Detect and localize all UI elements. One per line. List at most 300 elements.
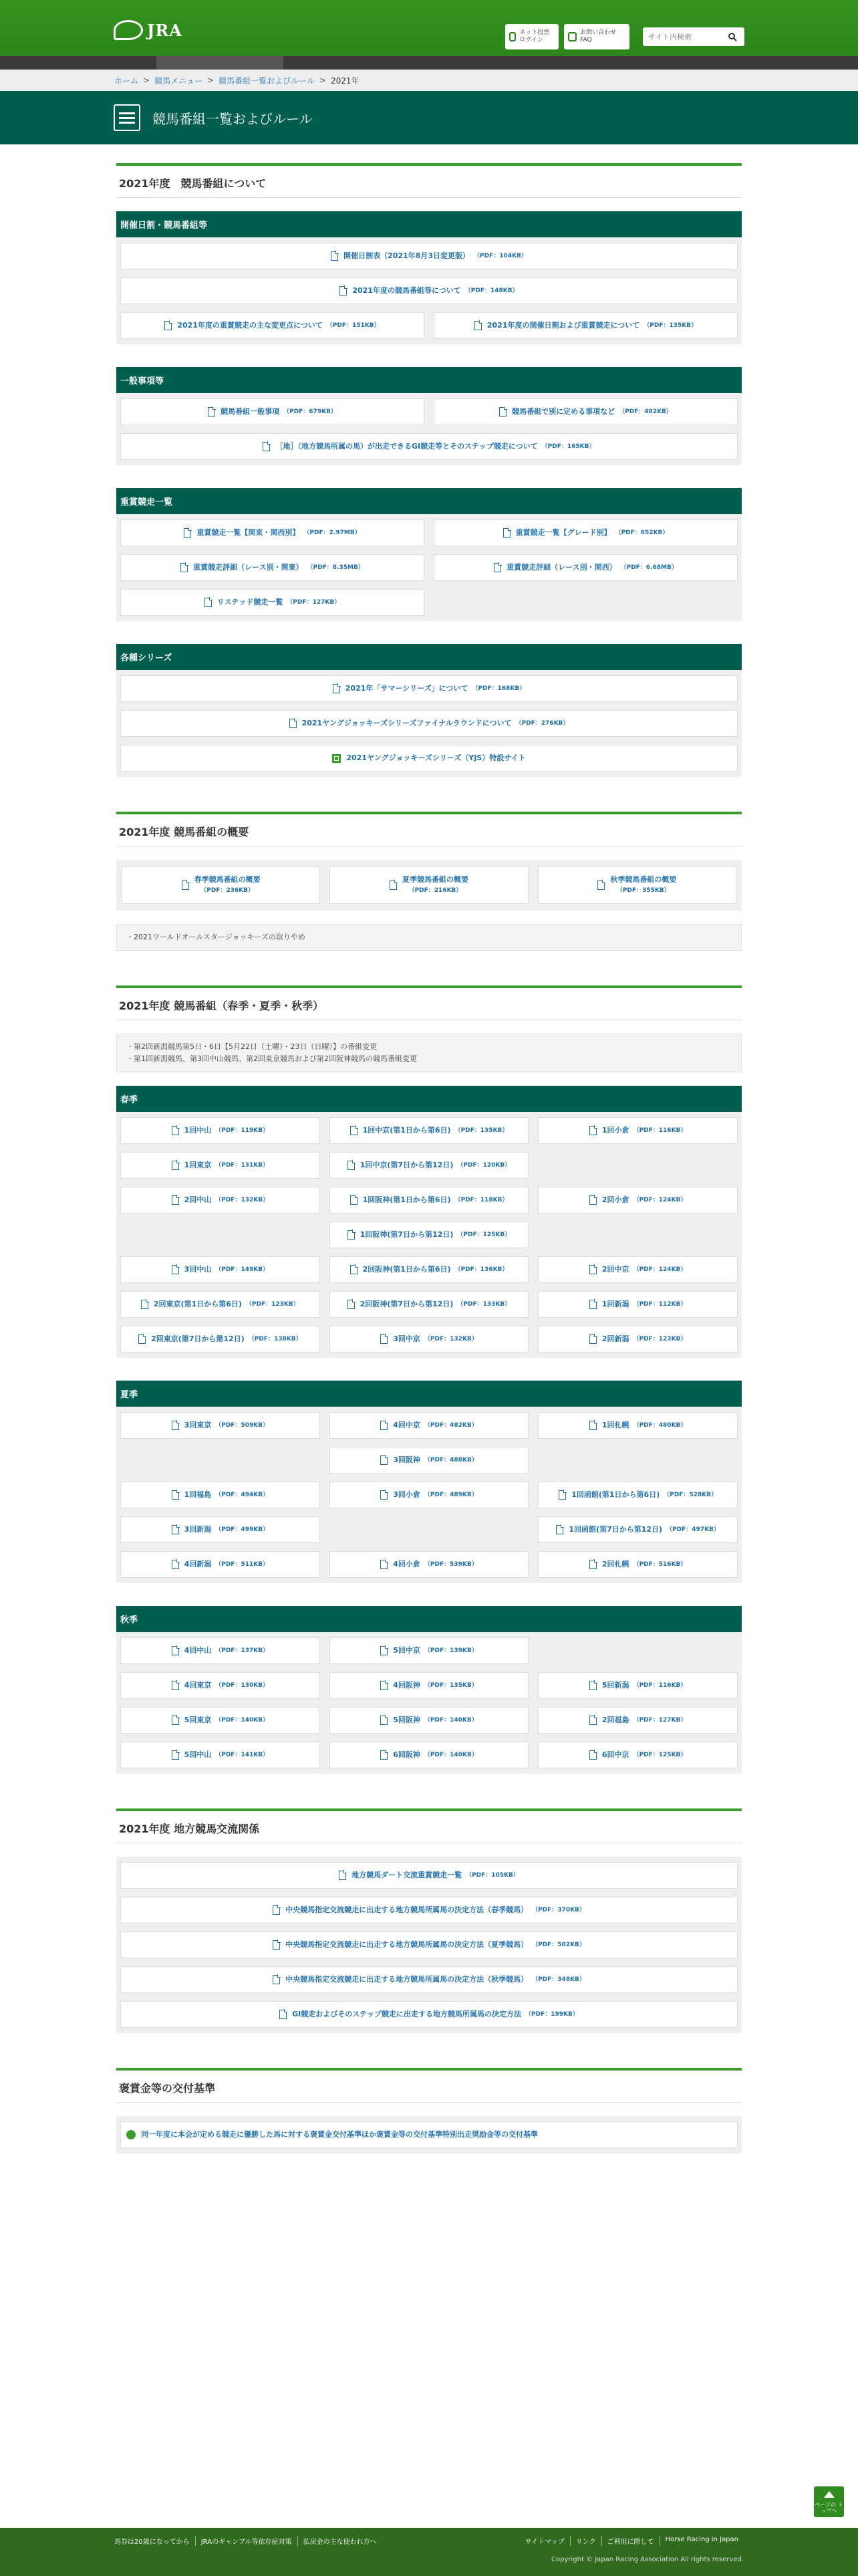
link-label: 春季競馬番組の概要	[194, 875, 261, 884]
pdf-link[interactable]	[329, 1117, 529, 1144]
breadcrumb-keiba-menu[interactable]: 競馬メニュー	[154, 76, 203, 86]
file-size: （PDF：105KB）	[466, 1872, 519, 1879]
link-row	[120, 1637, 738, 1664]
login-button[interactable]: ネット投票 ログイン	[505, 24, 559, 49]
pdf-icon	[503, 528, 511, 538]
link-label: 2回阪神(第1日から第6日)	[362, 1265, 451, 1274]
pdf-icon	[347, 1300, 355, 1309]
footer-link[interactable]: 馬券は20歳になってから	[114, 2536, 196, 2546]
link-row	[120, 675, 738, 702]
footer-link[interactable]: Horse Racing in Japan	[665, 2536, 738, 2543]
link-label: 2回中山	[184, 1195, 212, 1204]
overview-grid	[116, 860, 742, 911]
link-row	[120, 1187, 738, 1213]
pdf-icon	[172, 1750, 179, 1760]
link-box	[116, 237, 742, 344]
overview-text	[610, 874, 676, 896]
file-size: （PDF：131KB）	[215, 1162, 269, 1169]
link-label: 2回福島	[601, 1716, 629, 1724]
pdf-link[interactable]	[329, 1291, 529, 1318]
file-size: （PDF：652KB）	[615, 530, 669, 536]
pdf-icon	[589, 1421, 597, 1430]
global-nav	[0, 56, 858, 70]
category-bar: 一般事項等	[116, 367, 742, 393]
link-row	[120, 1707, 738, 1734]
link-label: 重賞競走評細（レース別・関東）	[193, 563, 303, 572]
file-size: （PDF：148KB）	[464, 287, 519, 294]
pdf-icon	[204, 598, 212, 607]
overview-link[interactable]	[329, 866, 528, 904]
link-label: 2回阪神(第7日から第12日)	[360, 1300, 454, 1308]
link-row	[120, 1482, 738, 1508]
search-icon[interactable]	[723, 27, 742, 46]
pdf-link[interactable]	[329, 1221, 529, 1248]
pdf-link[interactable]	[329, 1187, 529, 1213]
overview-link[interactable]	[538, 866, 736, 904]
link-label: 1回中京(第1日から第6日)	[362, 1126, 451, 1135]
link-label: ［地］（地方競馬所属の馬）が出走できるGI競走等とそのステップ競走について	[275, 442, 538, 451]
file-size: （PDF：165KB）	[541, 443, 595, 450]
pdf-icon	[380, 1750, 388, 1760]
file-size: （PDF：116KB）	[633, 1682, 687, 1689]
pdf-icon	[339, 286, 347, 296]
empty-cell	[538, 1221, 738, 1248]
file-size: （PDF：370KB）	[532, 1907, 585, 1913]
file-size: （PDF：132KB）	[215, 1197, 269, 1203]
file-size: （PDF：124KB）	[633, 1197, 687, 1203]
footer-link[interactable]: リンク	[571, 2536, 602, 2546]
category-bar: 秋季	[116, 1606, 742, 1632]
breadcrumb: ホーム > 競馬メニュー > 競馬番組一覧およびルール > 2021年	[0, 70, 858, 91]
footer-link[interactable]: JRAのギャンブル等依存症対策	[196, 2536, 298, 2546]
pdf-icon	[589, 1750, 597, 1760]
pdf-link[interactable]	[538, 1482, 738, 1508]
file-size: （PDF：489KB）	[424, 1492, 478, 1498]
link-label: 競馬番組で別に定める事項など	[512, 407, 615, 416]
pdf-icon	[172, 1560, 179, 1569]
file-size: （PDF：348KB）	[532, 1976, 585, 1983]
pdf-link[interactable]	[434, 519, 738, 546]
pdf-icon	[380, 1716, 388, 1725]
jra-logo[interactable]	[114, 20, 182, 40]
link-row	[120, 277, 738, 304]
file-size: （PDF：137KB）	[215, 1647, 269, 1654]
link-label: 2021ヤングジョッキーズシリーズファイナルラウンドについて	[301, 719, 512, 727]
pdf-link[interactable]	[120, 1326, 320, 1353]
copyright: Copyright © Japan Racing Association All rights reserved.	[551, 2556, 744, 2563]
empty-cell	[538, 1152, 738, 1179]
pdf-icon	[172, 1525, 179, 1534]
pdf-icon	[208, 407, 215, 417]
pdf-icon	[589, 1560, 597, 1569]
link-row	[120, 519, 738, 546]
file-size: （PDF：516KB）	[633, 1561, 687, 1568]
file-size: （PDF：488KB）	[424, 1457, 478, 1463]
empty-cell	[538, 1447, 738, 1474]
site-search	[643, 27, 744, 46]
page-title: 競馬番組一覧およびルール	[152, 110, 313, 127]
pdf-icon	[172, 1126, 179, 1135]
file-size: （PDF：679KB）	[283, 408, 337, 415]
site-header	[0, 0, 858, 56]
pdf-link[interactable]	[538, 1117, 738, 1144]
pdf-link[interactable]	[120, 1291, 320, 1318]
pdf-icon	[589, 1265, 597, 1274]
pdf-icon	[172, 1161, 179, 1170]
pdf-icon	[333, 684, 340, 693]
category-bar: 春季	[116, 1086, 742, 1112]
link-row	[120, 1152, 738, 1179]
file-size: （PDF：133KB）	[457, 1301, 511, 1308]
link-label: 中央競馬指定交流競走に出走する地方競馬所属馬の決定方法（夏季競馬）	[285, 1940, 529, 1949]
pdf-icon	[172, 1646, 179, 1655]
pdf-icon	[273, 1975, 280, 1984]
pdf-link[interactable]	[120, 589, 424, 616]
link-box	[116, 1857, 742, 2033]
pdf-link[interactable]	[329, 1447, 529, 1474]
file-size: （PDF：135KB）	[454, 1127, 509, 1134]
footer-link[interactable]: ご利用に際して	[602, 2536, 660, 2546]
breadcrumb-program-list[interactable]: 競馬番組一覧およびルール	[219, 76, 315, 86]
pdf-link[interactable]	[329, 1637, 529, 1664]
link-label: 1回札幌	[601, 1421, 629, 1429]
link-row	[120, 433, 738, 460]
link-label: 4回小倉	[393, 1560, 420, 1568]
pdf-link[interactable]	[120, 1187, 320, 1213]
link-label: 4回東京	[184, 1681, 212, 1689]
pdf-icon	[380, 1646, 388, 1655]
link-row	[120, 554, 738, 581]
prize-link[interactable]	[120, 2121, 738, 2148]
pdf-link[interactable]	[434, 554, 738, 581]
file-size: （PDF：149KB）	[215, 1266, 269, 1273]
link-label: 4回新潟	[184, 1560, 212, 1568]
link-label: 3回東京	[184, 1421, 212, 1429]
pdf-link[interactable]	[329, 1152, 529, 1179]
file-size: （PDF：118KB）	[454, 1197, 509, 1203]
file-size: （PDF：482KB）	[619, 408, 672, 415]
link-row	[120, 243, 738, 269]
section-prize	[116, 2068, 742, 2153]
breadcrumb-current: 2021年	[330, 76, 360, 86]
file-size: （PDF：123KB）	[245, 1301, 299, 1308]
pdf-icon	[172, 1681, 179, 1690]
file-size: （PDF：6.68MB）	[620, 564, 678, 571]
link-row	[120, 1326, 738, 1353]
empty-cell	[434, 589, 738, 616]
link-label: 2021ヤングジョッキーズシリーズ（YJS）特設サイト	[346, 753, 526, 762]
link-label: 5回中京	[393, 1646, 420, 1655]
question-icon	[568, 32, 577, 41]
pdf-link[interactable]	[120, 1637, 320, 1664]
category-bar: 夏季	[116, 1381, 742, 1407]
pdf-link[interactable]	[120, 1117, 320, 1144]
pdf-icon	[380, 1455, 388, 1465]
overview-text	[194, 874, 261, 896]
link-label: 1回函館(第7日から第12日)	[569, 1525, 663, 1534]
pdf-icon	[350, 1265, 358, 1274]
pdf-link[interactable]	[538, 1551, 738, 1578]
horse-logo-icon	[114, 20, 143, 40]
link-label: 3回阪神	[393, 1455, 420, 1464]
file-size: （PDF：355KB）	[616, 887, 670, 894]
section-heading: 2021年度 競馬番組の概要	[116, 812, 742, 846]
link-row	[120, 745, 738, 772]
link-label: 1回函館(第1日から第6日)	[571, 1490, 660, 1499]
pdf-link[interactable]	[120, 312, 424, 339]
pdf-icon	[331, 251, 338, 261]
file-size: （PDF：539KB）	[424, 1561, 478, 1568]
link-label: 4回中山	[184, 1646, 212, 1655]
pdf-icon	[559, 1490, 566, 1500]
pdf-link[interactable]	[538, 1291, 738, 1318]
file-size: （PDF：482KB）	[424, 1422, 478, 1429]
pdf-icon	[350, 1195, 358, 1205]
pdf-link[interactable]	[120, 710, 738, 737]
pdf-icon	[499, 407, 507, 417]
pdf-icon	[172, 1421, 179, 1430]
pdf-link[interactable]	[120, 519, 424, 546]
pdf-icon	[380, 1681, 388, 1690]
empty-cell	[329, 1516, 529, 1543]
pdf-icon	[172, 1265, 179, 1274]
pdf-icon	[350, 1126, 358, 1135]
file-size: （PDF：125KB）	[457, 1232, 511, 1238]
pdf-link[interactable]	[538, 1672, 738, 1699]
pdf-link[interactable]	[120, 1551, 320, 1578]
link-row	[120, 1551, 738, 1578]
pdf-link[interactable]	[538, 1326, 738, 1353]
pdf-link[interactable]	[329, 1256, 529, 1283]
external-link-icon	[332, 754, 341, 763]
pdf-link[interactable]	[120, 1931, 738, 1958]
link-row	[120, 1291, 738, 1318]
pdf-icon	[180, 563, 188, 572]
file-size: （PDF：8.35MB）	[307, 564, 364, 571]
pdf-icon	[474, 321, 482, 330]
section-heading: 2021年度 競馬番組（春季・夏季・秋季）	[116, 985, 742, 1020]
pdf-icon	[380, 1560, 388, 1569]
link-label: 2021年「サマーシリーズ」について	[345, 684, 468, 693]
link-label: 3回中山	[184, 1265, 212, 1274]
pdf-link[interactable]	[120, 243, 738, 269]
pdf-icon	[347, 1161, 355, 1170]
pdf-icon	[347, 1230, 355, 1240]
pdf-link[interactable]	[329, 1672, 529, 1699]
notice-item: ・ 2021ワールドオールスタージョッキーズの取りやめ	[126, 931, 732, 943]
link-box	[116, 1407, 742, 1583]
footer-link[interactable]: 払戻金の主な使われ方へ	[303, 2539, 377, 2546]
pdf-link[interactable]	[538, 1742, 738, 1768]
section-overview	[116, 812, 742, 951]
link-label: 3回小倉	[393, 1490, 420, 1499]
pdf-link[interactable]	[538, 1187, 738, 1213]
pdf-link[interactable]	[434, 398, 738, 425]
empty-cell	[120, 1447, 320, 1474]
category-bar: 開催日割・競馬番組等	[116, 211, 742, 237]
section-heading: 2021年度 地方競馬交流関係	[116, 1808, 742, 1843]
link-row	[120, 312, 738, 339]
link-label: GI競走およびそのステップ競走に出走する地方競馬所属馬の決定方法	[292, 2010, 522, 2018]
pdf-link[interactable]	[538, 1412, 738, 1439]
pdf-icon	[263, 442, 270, 451]
pdf-icon	[172, 1195, 179, 1205]
pdf-icon	[390, 881, 397, 890]
pdf-link[interactable]	[120, 1516, 320, 1543]
link-row	[120, 1256, 738, 1283]
file-size: （PDF：494KB）	[215, 1492, 269, 1498]
link-box	[116, 1112, 742, 1358]
link-label: 秋季競馬番組の概要	[610, 875, 677, 884]
pdf-link[interactable]	[329, 1742, 529, 1768]
pdf-link[interactable]	[538, 1516, 738, 1543]
main-content	[116, 144, 742, 2153]
pdf-link[interactable]	[120, 1742, 320, 1768]
file-size: （PDF：141KB）	[215, 1752, 269, 1758]
pdf-link[interactable]	[434, 312, 738, 339]
link-label: 2021年度の重賞競走の主な変更点について	[177, 321, 323, 330]
pdf-icon	[589, 1334, 597, 1344]
pdf-icon	[138, 1334, 146, 1344]
file-size: （PDF：127KB）	[633, 1717, 687, 1724]
link-row	[120, 1672, 738, 1699]
notice-item[interactable]: ・ 第1回新潟競馬、第3回中山競馬、第2回東京競馬および第2回阪神競馬の競馬番組変更	[126, 1053, 732, 1065]
footer-link[interactable]: サイトマップ	[525, 2536, 571, 2546]
pdf-icon	[589, 1195, 597, 1205]
pdf-icon	[184, 528, 191, 538]
link-label: リステッド競走一覧	[217, 598, 283, 606]
file-size: （PDF：120KB）	[457, 1162, 511, 1169]
file-size: （PDF：140KB）	[424, 1717, 478, 1724]
link-label: 3回中京	[393, 1334, 420, 1343]
pdf-link[interactable]	[120, 1966, 738, 1993]
notice-box	[116, 1034, 742, 1072]
pdf-link[interactable]	[120, 433, 738, 460]
page-top-button[interactable]: ページの トップへ	[814, 2486, 844, 2517]
file-size: （PDF：136KB）	[454, 1266, 509, 1273]
pdf-link[interactable]	[120, 398, 424, 425]
pdf-icon	[597, 881, 605, 890]
pdf-link[interactable]	[120, 1482, 320, 1508]
pdf-link[interactable]	[120, 277, 738, 304]
pdf-link[interactable]	[120, 1152, 320, 1179]
link-label: 3回新潟	[184, 1525, 212, 1534]
link-label: 6回阪神	[393, 1750, 420, 1759]
link-label: 1回福島	[184, 1490, 212, 1499]
link-label: 1回中山	[184, 1126, 212, 1135]
pdf-link[interactable]	[329, 1326, 529, 1353]
file-size: （PDF：127KB）	[287, 599, 341, 606]
pdf-icon	[589, 1126, 597, 1135]
file-size: （PDF：140KB）	[424, 1752, 478, 1758]
pdf-link[interactable]	[120, 1672, 320, 1699]
file-size: （PDF：2.97MB）	[303, 530, 361, 536]
pdf-icon	[589, 1300, 597, 1309]
link-label: 1回阪神(第7日から第12日)	[360, 1230, 454, 1239]
link-row	[120, 1516, 738, 1543]
pdf-link[interactable]	[120, 675, 738, 702]
link-label: 競馬番組一般事項	[221, 407, 280, 416]
file-size: （PDF：199KB）	[525, 2011, 579, 2018]
pdf-icon	[172, 1716, 179, 1725]
link-label: 中央競馬指定交流競走に出走する地方競馬所属馬の決定方法（春季競馬）	[285, 1905, 529, 1914]
pdf-link[interactable]	[538, 1707, 738, 1734]
link-label: 2回中京	[601, 1265, 629, 1274]
link-box	[116, 2116, 742, 2153]
notice-box	[116, 924, 742, 951]
link-label: 2回札幌	[601, 1560, 629, 1568]
file-size: （PDF：104KB）	[474, 253, 527, 259]
file-size: （PDF：276KB）	[515, 720, 569, 727]
category-bar: 重賞競走一覧	[116, 488, 742, 514]
pdf-icon	[589, 1716, 597, 1725]
pdf-link[interactable]	[329, 1482, 529, 1508]
category-bar: 各種シリーズ	[116, 644, 742, 670]
pdf-link[interactable]	[120, 745, 738, 772]
pdf-link[interactable]	[120, 1897, 738, 1923]
link-label: 重賞競走評細（レース別・関西）	[507, 563, 617, 572]
pdf-link[interactable]	[120, 554, 424, 581]
pdf-link[interactable]	[120, 1256, 320, 1283]
link-label: 2021年度の競馬番組等について	[352, 286, 461, 295]
link-box	[116, 514, 742, 621]
link-row	[120, 1412, 738, 1439]
global-nav-current[interactable]	[156, 56, 283, 70]
pdf-icon	[380, 1421, 388, 1430]
file-size: （PDF：168KB）	[472, 685, 526, 692]
link-label: 5回新潟	[601, 1681, 629, 1689]
section-heading: 褒賞金等の交付基準	[116, 2068, 742, 2103]
file-size: （PDF：509KB）	[215, 1422, 269, 1429]
file-size: （PDF：124KB）	[633, 1266, 687, 1273]
notice-item[interactable]: ・ 第2回新潟競馬第5日・6日【5月22日（土曜）・23日（日曜）】の番組変更	[126, 1041, 732, 1053]
overview-link[interactable]	[122, 866, 320, 904]
pdf-link[interactable]	[120, 1412, 320, 1439]
pdf-link[interactable]	[329, 1707, 529, 1734]
file-size: （PDF：502KB）	[532, 1942, 585, 1948]
link-label: 5回阪神	[393, 1716, 420, 1724]
pdf-link[interactable]	[329, 1412, 529, 1439]
pdf-link[interactable]	[120, 1862, 738, 1889]
pdf-icon	[380, 1334, 388, 1344]
link-row	[120, 710, 738, 737]
pdf-link[interactable]	[120, 1707, 320, 1734]
pdf-link[interactable]	[329, 1551, 529, 1578]
link-label: 重賞競走一覧【グレード別】	[515, 528, 611, 537]
link-label: 同一年度に本会が定める競走に優勝した馬に対する褒賞金交付基準ほか褒賞金等の交付基準特別出走奨励金等の交付基準	[141, 2130, 538, 2139]
link-box	[116, 1632, 742, 1774]
link-label: 重賞競走一覧【関東・関西別】	[196, 528, 300, 537]
faq-button[interactable]: お問い合わせ FAQ	[564, 24, 629, 49]
empty-cell	[538, 1637, 738, 1664]
link-label: 1回小倉	[601, 1126, 629, 1135]
pdf-icon	[589, 1681, 597, 1690]
link-label: 4回阪神	[393, 1681, 420, 1689]
site-footer	[0, 2528, 858, 2576]
search-input[interactable]	[643, 27, 723, 46]
section-heading: 2021年度 競馬番組について	[116, 163, 742, 198]
pdf-icon	[182, 881, 189, 890]
section-local	[116, 1808, 742, 2033]
arrow-circle-icon	[126, 2130, 136, 2139]
logo-text: JRA	[147, 20, 182, 40]
pdf-icon	[164, 321, 172, 330]
pdf-link[interactable]	[538, 1256, 738, 1283]
link-label: 2回小倉	[601, 1195, 629, 1204]
breadcrumb-home[interactable]: ホーム	[114, 76, 139, 86]
file-size: （PDF：135KB）	[644, 322, 698, 329]
pdf-link[interactable]	[120, 2001, 738, 2028]
